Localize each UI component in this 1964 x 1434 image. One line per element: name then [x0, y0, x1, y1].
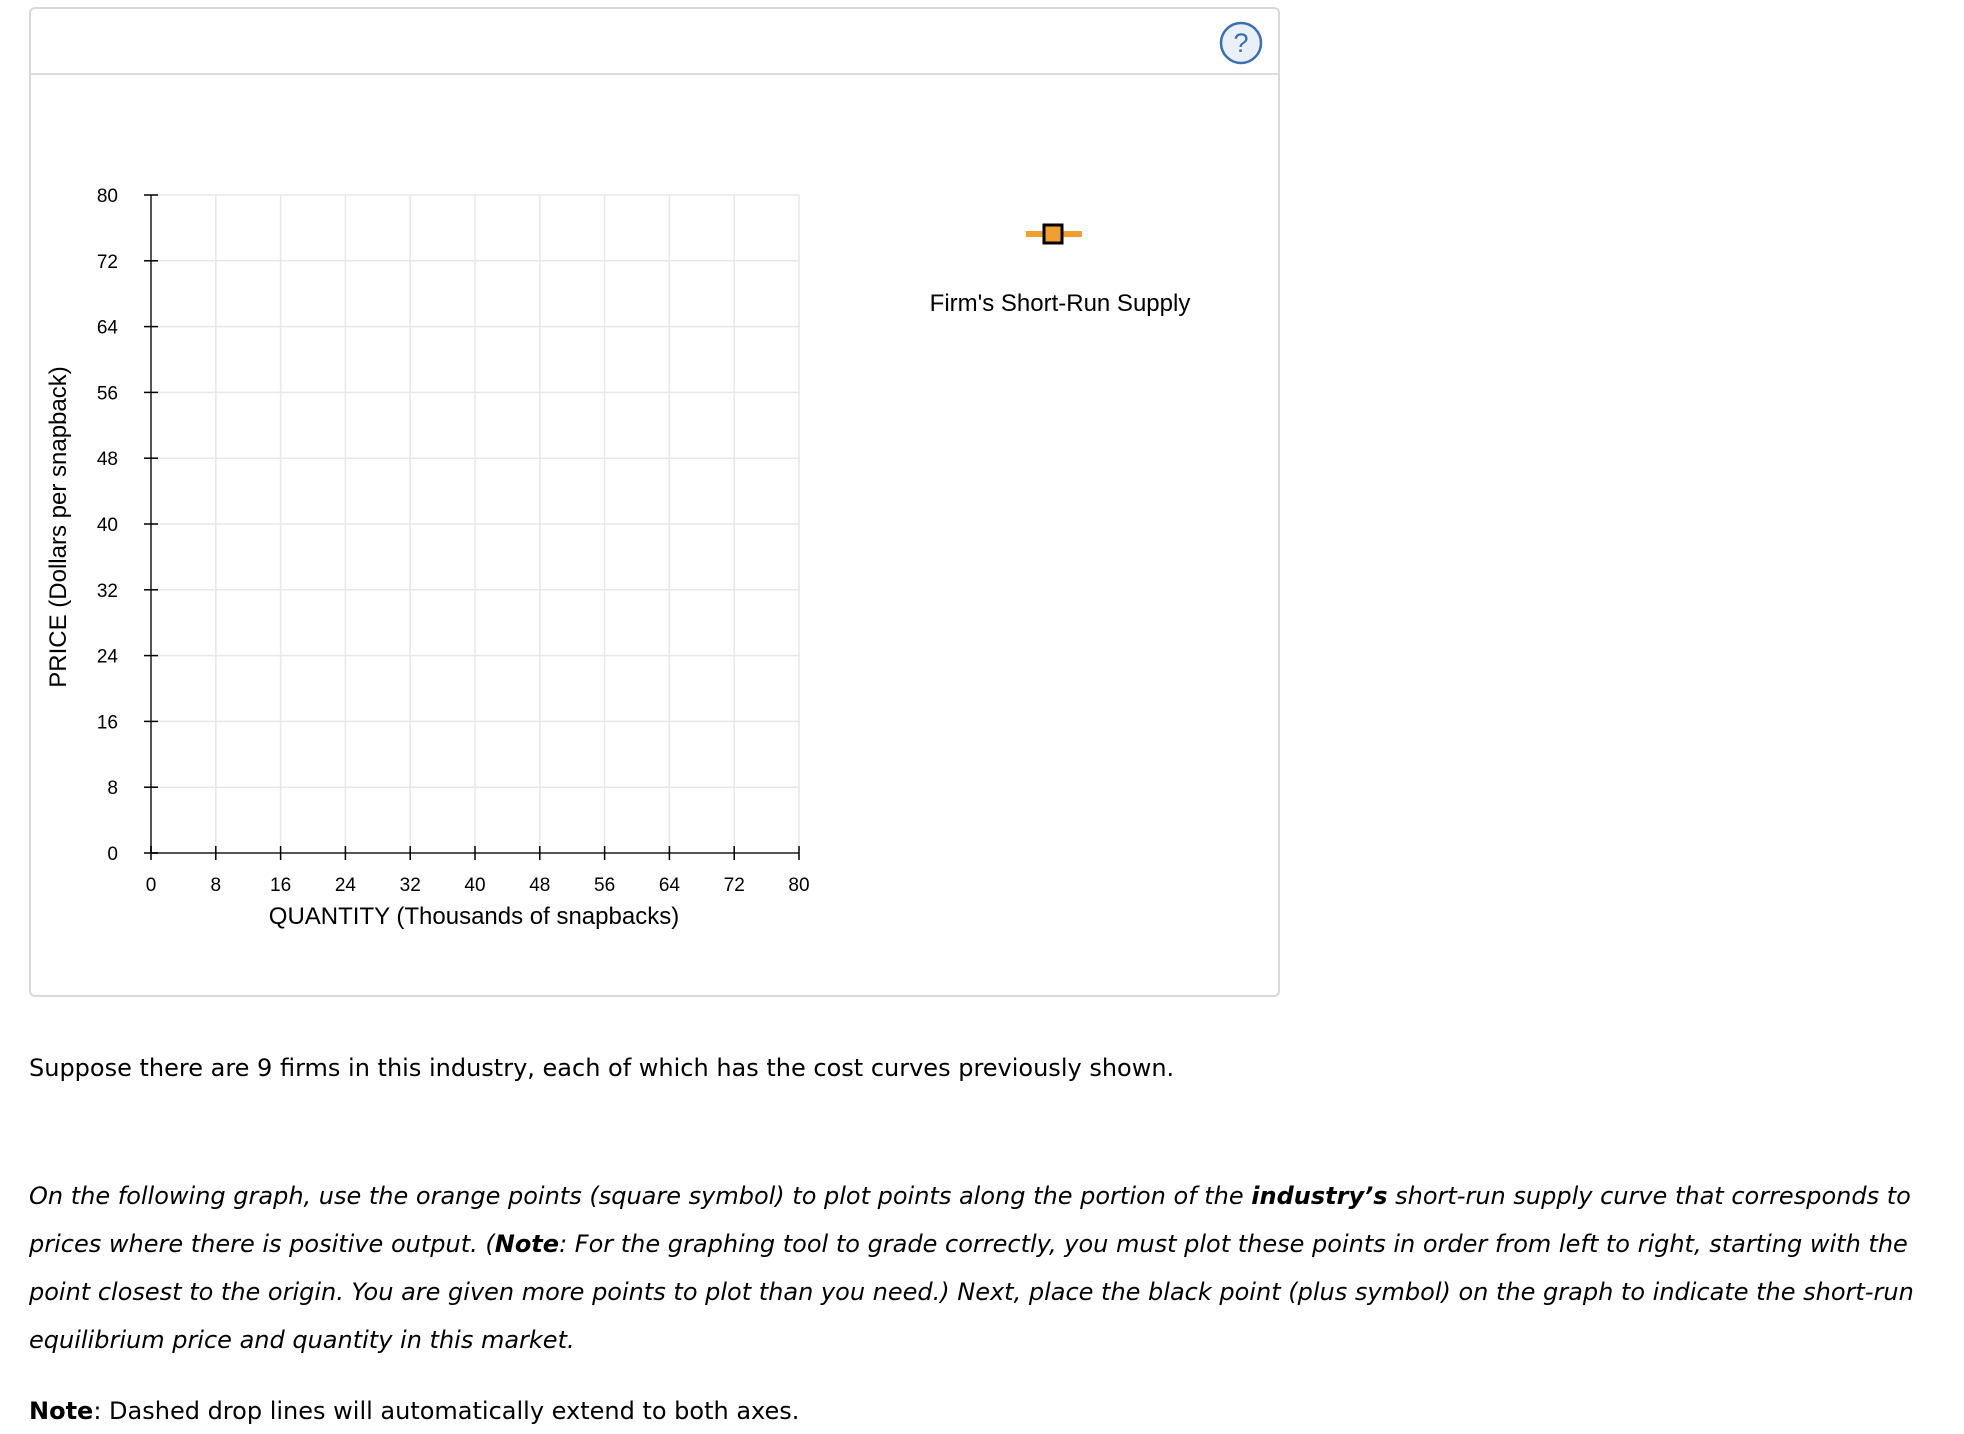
instructions-bold-note: Note	[494, 1230, 560, 1258]
y-tick-label: 8	[107, 778, 118, 800]
question-mark-icon: ?	[1233, 28, 1249, 58]
x-tick-label: 48	[529, 875, 551, 896]
x-axis-title: QUANTITY (Thousands of snapbacks)	[268, 903, 680, 930]
y-tick-label: 0	[107, 844, 118, 865]
x-tick-label: 64	[658, 875, 680, 896]
note-text: : Dashed drop lines will automatically extend to both axes.	[93, 1397, 800, 1425]
instructions-bold-industrys: industry’s	[1251, 1182, 1388, 1210]
x-tick-label: 72	[723, 875, 745, 896]
square-marker-icon	[1044, 225, 1062, 243]
orange-square-point-tool[interactable]	[1026, 221, 1082, 247]
y-tick-label: 48	[96, 449, 118, 471]
instructions-part1: On the following graph, use the orange points (square symbol) to plot points along the portion of the	[29, 1182, 1252, 1210]
x-tick-label: 16	[270, 875, 292, 896]
y-tick-label: 80	[96, 186, 118, 207]
instructions-text	[29, 1172, 1929, 1364]
y-tick-label: 32	[96, 580, 118, 602]
x-tick-label: 0	[145, 875, 157, 896]
grid-lines	[151, 195, 799, 853]
tick-labels	[97, 186, 810, 896]
y-tick-label: 40	[96, 515, 118, 536]
x-tick-label: 24	[334, 875, 356, 896]
y-tick-label: 24	[96, 646, 118, 668]
x-tick-label: 32	[399, 875, 421, 896]
y-tick-label: 16	[96, 712, 118, 734]
x-tick-label: 40	[464, 875, 486, 896]
legend-label: Firm's Short-Run Supply	[929, 290, 1191, 317]
intro-text: Suppose there are 9 firms in this industry, each of which has the cost curves previously shown.	[29, 1054, 1175, 1082]
y-axis-title: PRICE (Dollars per snapback)	[45, 366, 72, 688]
x-tick-label: 8	[210, 875, 222, 896]
y-tick-label: 72	[96, 251, 118, 273]
y-tick-label: 56	[96, 383, 118, 405]
x-tick-label: 56	[594, 875, 616, 896]
y-tick-label: 64	[96, 317, 118, 339]
ticks	[144, 195, 799, 860]
instructions-part2: short-run supply curve that corresponds to prices where there is positive output. (	[29, 1182, 1911, 1258]
x-tick-label: 80	[788, 875, 810, 896]
note-line	[29, 1397, 1929, 1425]
note-label: Note	[29, 1397, 94, 1425]
instructions-part3: : For the graphing tool to grade correctly, you must plot these points in order from left to right, starting with the point closest to the origin. You are given more points to plot than you need.) Next, place the black point (plus symbol) on the graph to indicate the short-run equilibrium price and quantity in this market.	[29, 1230, 1914, 1354]
